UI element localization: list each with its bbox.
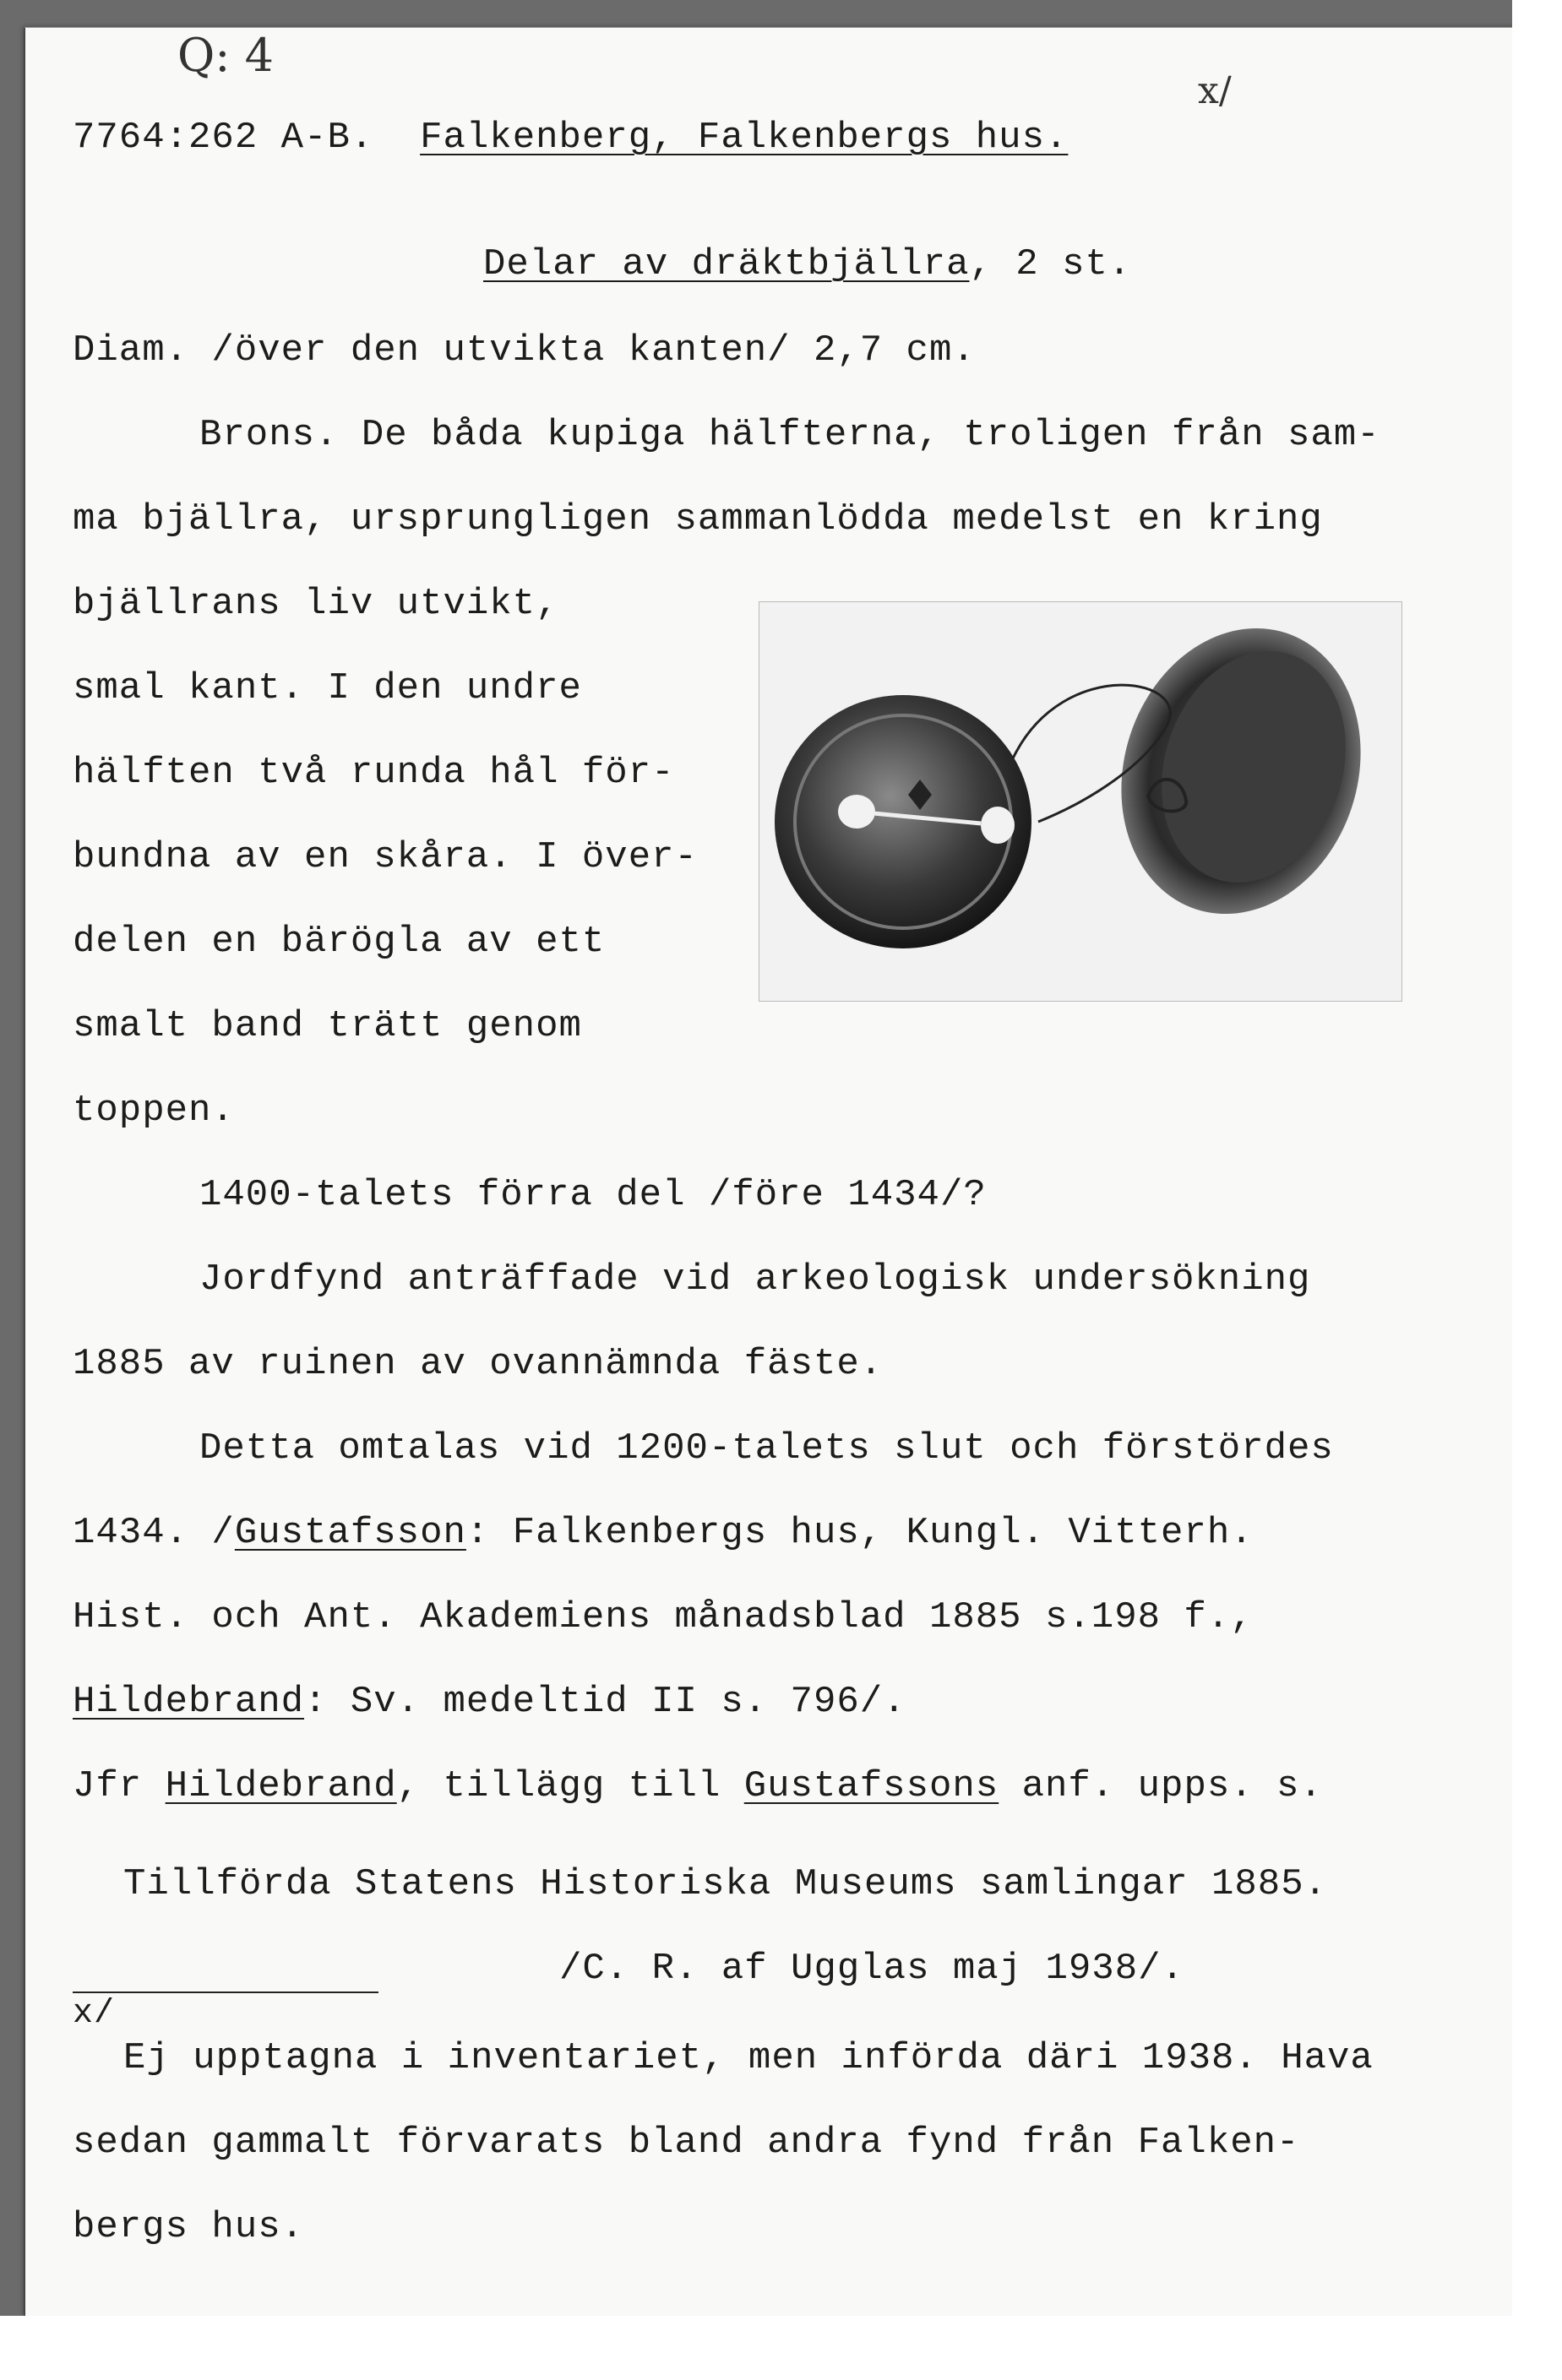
- history-line-1: Detta omtalas vid 1200-talets slut och förstördes: [199, 1427, 1334, 1470]
- dating-line: 1400-talets förra del /före 1434/?: [199, 1174, 987, 1216]
- object-title-line: [483, 243, 1131, 285]
- description-line-9: toppen.: [73, 1089, 235, 1132]
- description-line-2: ma bjällra, ursprungligen sammanlödda medelst en kring: [73, 498, 1323, 541]
- signature-line: /C. R. af Ugglas maj 1938/.: [559, 1948, 1184, 1990]
- reference-line-4: Jfr Hildebrand, tillägg till Gustafssons anf. upps. s.: [73, 1765, 1323, 1807]
- acquisition-line: Tillförda Statens Historiska Museums samlingar 1885.: [123, 1863, 1328, 1905]
- footnote-line-1: Ej upptagna i inventariet, men införda däri 1938. Hava: [123, 2037, 1374, 2079]
- sound-hole-left: [838, 795, 875, 829]
- footnote-rule: [73, 1991, 378, 1993]
- bell-photograph: [759, 601, 1402, 1002]
- find-line-2: 1885 av ruinen av ovannämnda fäste.: [73, 1343, 884, 1385]
- catalog-number: 7764:262 A-B.: [73, 117, 374, 159]
- reference-mark: x/: [1198, 69, 1232, 112]
- description-line-4: smal kant. I den undre: [73, 667, 582, 709]
- header-line: [73, 117, 1068, 159]
- description-line-5: hälften två runda hål för-: [73, 752, 675, 794]
- reference-line-3: Hildebrand: Sv. medeltid II s. 796/.: [73, 1681, 906, 1723]
- handwritten-code: Q: 4: [177, 29, 274, 82]
- author-gustafssons: Gustafssons: [743, 1765, 999, 1807]
- reference-line-1: 1434. /Gustafsson: Falkenbergs hus, Kungl. Vitterh.: [73, 1512, 1254, 1554]
- footnote-mark: x/: [73, 1995, 116, 2033]
- find-place: Falkenberg, Falkenbergs hus.: [420, 117, 1069, 159]
- object-title: Delar av dräktbjällra: [483, 243, 970, 285]
- author-hildebrand: Hildebrand: [73, 1681, 305, 1723]
- footnote-line-2: sedan gammalt förvarats bland andra fynd från Falken-: [73, 2122, 1300, 2164]
- description-line-6: bundna av en skåra. I över-: [73, 836, 698, 878]
- description-line-7: delen en bärögla av ett: [73, 921, 606, 963]
- description-line-1: Brons. De båda kupiga hälfterna, troligen från sam-: [199, 414, 1380, 456]
- find-line-1: Jordfynd anträffade vid arkeologisk undersökning: [199, 1258, 1311, 1301]
- description-line-3: bjällrans liv utvikt,: [73, 583, 559, 625]
- diameter-line: Diam. /över den utvikta kanten/ 2,7 cm.: [73, 329, 976, 372]
- footnote-line-3: bergs hus.: [73, 2206, 305, 2248]
- object-count: , 2 st.: [969, 243, 1132, 285]
- description-line-8: smalt band trätt genom: [73, 1005, 582, 1047]
- scan-margin-bottom: [0, 2316, 1562, 2380]
- reference-line-2: Hist. och Ant. Akademiens månadsblad 1885 s.198 f.,: [73, 1596, 1254, 1638]
- author-hildebrand-2: Hildebrand: [165, 1765, 397, 1807]
- sound-hole-right: [981, 807, 1015, 844]
- scan-margin-right: [1512, 0, 1562, 2380]
- bell-halves-image: [759, 602, 1401, 1001]
- author-gustafsson: Gustafsson: [234, 1512, 466, 1554]
